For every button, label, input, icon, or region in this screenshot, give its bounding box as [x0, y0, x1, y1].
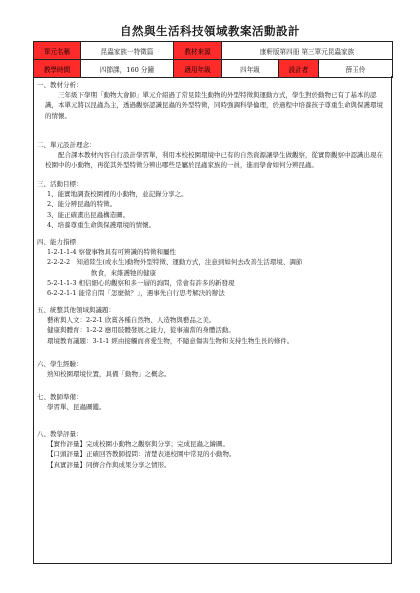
list-item	[37, 278, 388, 288]
page-title: 自然與生活科技領域教案活動設計	[120, 24, 300, 38]
list-item: 學習單、昆蟲圖鑑。	[47, 403, 106, 412]
unit-name-label: 單元名稱	[34, 42, 81, 60]
info-table	[33, 41, 393, 78]
list-item: 【真實評量】同儕合作與成果分享之情形。	[47, 460, 171, 469]
grade-label: 適用年級	[174, 60, 222, 78]
list-item	[37, 247, 388, 257]
indicator-text: 能常自問「怎麼做？」，遇事先自行思考解決的辦法	[78, 289, 225, 298]
teaching-time-value: 四節課，160 分鐘	[81, 60, 174, 78]
section-objectives	[37, 179, 388, 230]
indicator-text: 知道陸生(或水生)動物外型特徵、運動方式，注意到如何去改善生活環境、調節	[76, 258, 303, 267]
indicator-code: 1-2-1-1-4	[47, 248, 77, 257]
section-heading: 七、教師準備：	[37, 393, 83, 401]
list-item: 2、能分辨昆蟲的特徵。	[47, 200, 117, 209]
indicator-continuation: 飲食，來維護牠的健康	[91, 268, 156, 277]
section-teacher-preparation	[37, 392, 388, 412]
list-item: 熟知校園環境位置，具備「動物」之概念。	[47, 370, 171, 379]
section-assessment	[37, 429, 388, 470]
list-item	[37, 257, 388, 267]
list-item: 4、培養尊重生命與保護環境的情懷。	[47, 220, 156, 229]
section-design-concept	[37, 140, 388, 171]
indicator-code: 5-2-1-1-3	[47, 278, 77, 287]
section-heading: 五、統整其他領域與議題：	[37, 306, 115, 314]
grade-value: 四年級	[222, 60, 279, 78]
list-item: 環境教育議題：3-1-1 經由接觸而喜愛生物，不隨意傷害生物和支持生物生長的條件。	[47, 336, 294, 345]
list-item: 【實作評量】完成校園小動物之觀察與分享；完成昆蟲之繪圖。	[47, 440, 229, 449]
indicator-code: 6-2-2-1-1	[47, 289, 77, 298]
indicator-text: 察覺事物具有可辨識的特徵和屬性	[78, 248, 177, 257]
section-integration	[37, 305, 388, 346]
section-heading: 六、學生經驗：	[37, 360, 83, 368]
indicator-text: 相信細心的觀察和多一層的詢問，常會有許多的新發現	[78, 278, 235, 287]
section-paragraph: 三年級下學期「動物大會師」單元介紹過了常見陸生動物的外型特徵與運動方式，學生對於動物已有了基本的認識，本單元將以昆蟲為主，透過觀察認識昆蟲的外型特徵，同時強調科學倫理，於過程中培養孩子尊重生命與保護環境的情懷。	[45, 91, 383, 120]
section-heading: 一、教材分析：	[37, 81, 83, 89]
section-heading: 二、單元設計理念：	[37, 141, 96, 149]
section-student-experience	[37, 359, 388, 379]
designer-label: 設計者	[279, 60, 319, 78]
list-item: 【口頭評量】正確回答教師提問：清楚表達校園中常見的小動物。	[47, 450, 236, 459]
unit-name-value: 昆蟲家族一特徵篇	[81, 42, 174, 60]
indicator-code: 2-2-2-2	[47, 258, 71, 267]
material-source-value: 康軒版第四冊 第三單元昆蟲家族	[222, 42, 393, 60]
section-paragraph: 配合課本教材內容自行設計學習單，利用本校校園環境中已有的自然資源讓學生做觀察，從實際觀察中認識出現在校園中的小動物，再從其外型特徵分辨出哪些是屬於昆蟲家族的一員，進而學會如何分辨昆蟲。	[45, 151, 383, 170]
list-item: 藝術與人文：2-2-1 欣賞各種自然物、人造物與藝品之美。	[47, 316, 216, 325]
info-row-time	[34, 60, 393, 78]
section-heading: 三、活動目標：	[37, 180, 83, 188]
list-item: 1、能實地調查校園裡的小動物，並記錄分享之。	[47, 190, 188, 199]
list-item: 3、能正確畫出昆蟲構造圖。	[47, 210, 130, 219]
section-heading: 四、能力指標	[37, 238, 76, 246]
list-item	[37, 288, 388, 298]
section-material-analysis	[37, 80, 388, 121]
list-item: 健康與體育：1-2-2 應用肢體發展之能力，從事適當的身體活動。	[47, 326, 235, 335]
content-box	[33, 76, 392, 564]
material-source-label: 教材來源	[174, 42, 222, 60]
teaching-time-label: 教學時間	[34, 60, 81, 78]
section-heading: 八、教學評量：	[37, 430, 83, 438]
designer-value: 薛玉伶	[319, 60, 393, 78]
info-row-unit	[34, 42, 393, 60]
section-competence-indicators	[37, 237, 388, 298]
